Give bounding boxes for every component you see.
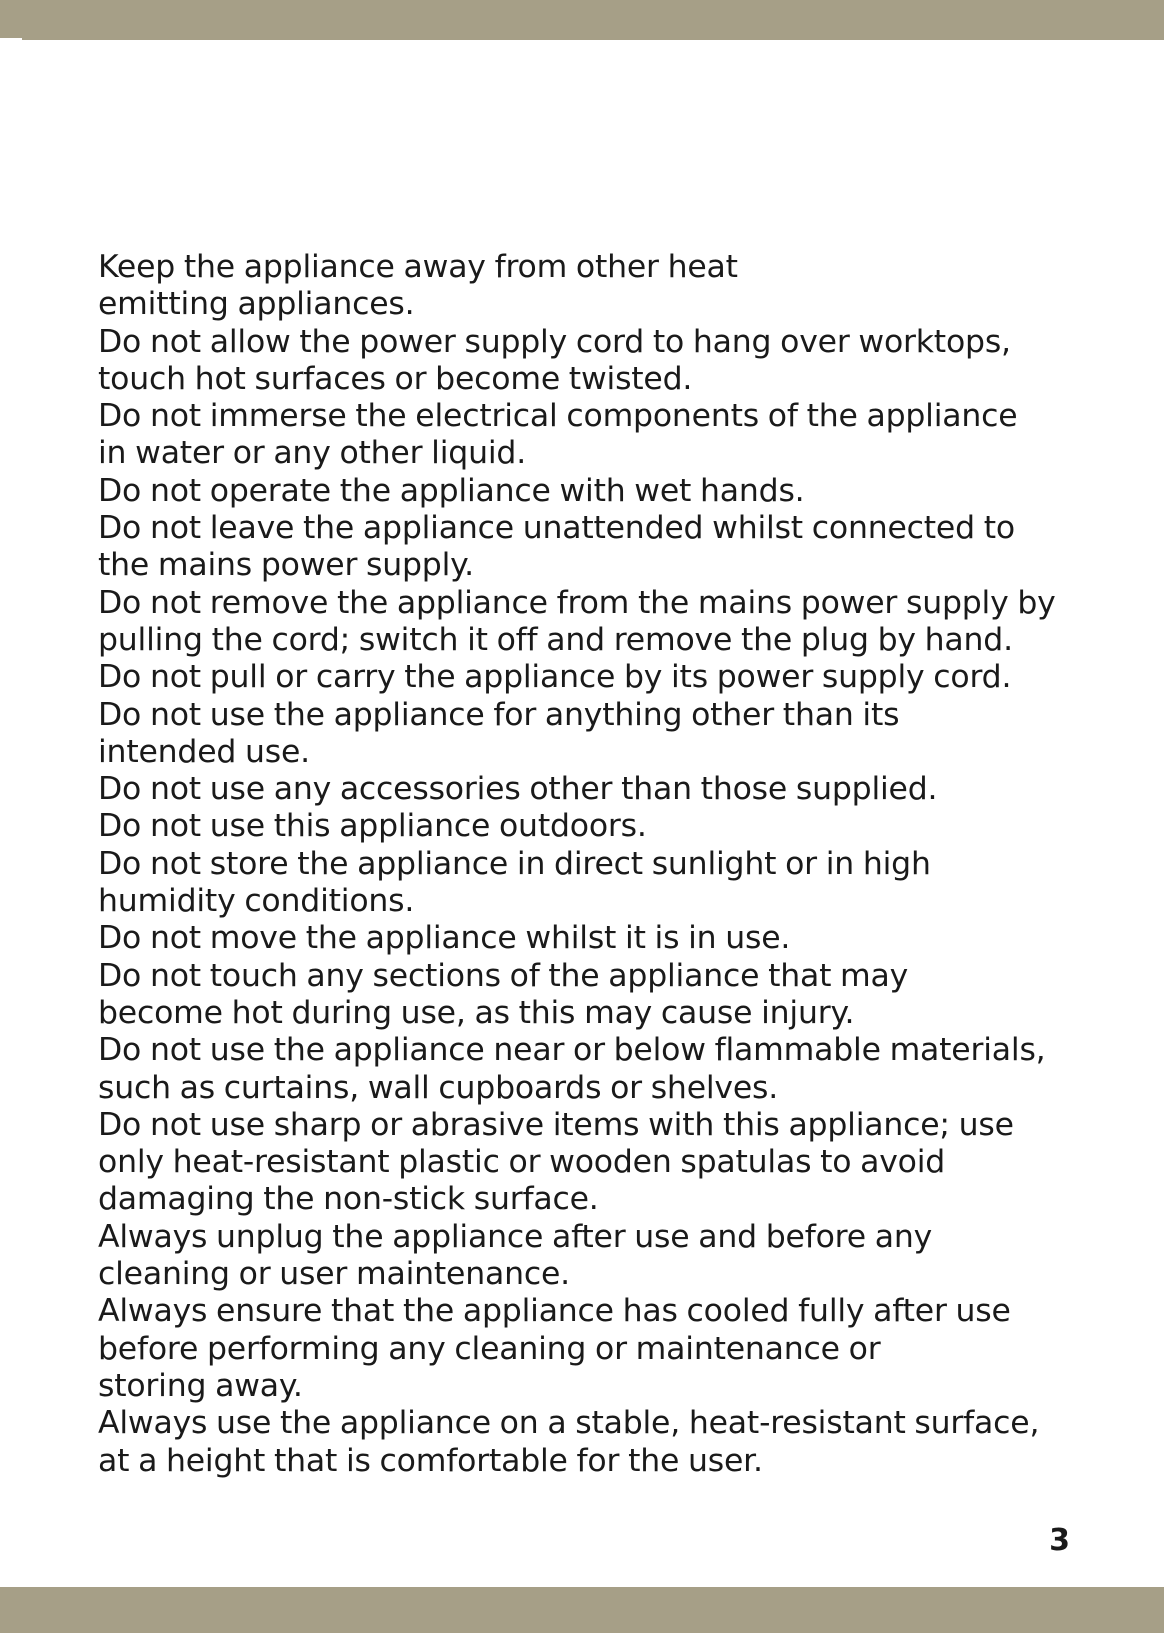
text-line: Do not use the appliance near or below flammable materials,: [98, 1032, 1046, 1069]
text-line: damaging the non-stick surface.: [98, 1181, 599, 1218]
text-line: Always use the appliance on a stable, heat-resistant surface,: [98, 1405, 1040, 1442]
page-number: 3: [1049, 1523, 1070, 1558]
text-line: Do not remove the appliance from the mains power supply by: [98, 584, 1056, 621]
text-line: the mains power supply.: [98, 547, 474, 584]
text-line: Do not touch any sections of the appliance that may: [98, 957, 909, 994]
footer-band: [0, 1587, 1164, 1633]
text-line: Always unplug the appliance after use and before any: [98, 1218, 933, 1255]
text-line: Keep the appliance away from other heat: [98, 249, 738, 285]
text-line: pulling the cord; switch it off and remove the plug by hand.: [98, 621, 1013, 658]
text-line: such as curtains, wall cupboards or shelves.: [98, 1069, 779, 1106]
text-line: Do not use any accessories other than those supplied.: [98, 771, 938, 808]
text-line: cleaning or user maintenance.: [98, 1256, 570, 1293]
text-line: emitting appliances.: [98, 286, 415, 323]
text-line: Do not operate the appliance with wet hands.: [98, 472, 805, 509]
text-line: touch hot surfaces or become twisted.: [98, 360, 693, 397]
text-line: Do not leave the appliance unattended whilst connected to: [98, 510, 1015, 547]
text-line: in water or any other liquid.: [98, 435, 527, 472]
safety-instructions: [98, 249, 1098, 1480]
header-band-left: [0, 0, 22, 38]
text-line: intended use.: [98, 733, 310, 770]
text-line: Do not immerse the electrical components of the appliance: [98, 398, 1018, 435]
text-line: Do not pull or carry the appliance by its power supply cord.: [98, 659, 1012, 696]
text-line: Do not use sharp or abrasive items with this appliance; use: [98, 1106, 1014, 1143]
text-line: become hot during use, as this may cause injury.: [98, 994, 855, 1031]
header-band: [22, 0, 1164, 40]
text-line: at a height that is comfortable for the user.: [98, 1442, 763, 1479]
text-line: storing away.: [98, 1367, 303, 1404]
text-line: before performing any cleaning or maintenance or: [98, 1330, 881, 1367]
text-line: Do not move the appliance whilst it is in use.: [98, 920, 791, 957]
text-line: humidity conditions.: [98, 883, 415, 920]
text-line: Do not allow the power supply cord to hang over worktops,: [98, 323, 1011, 360]
text-line: Do not store the appliance in direct sunlight or in high: [98, 845, 931, 882]
text-line: Always ensure that the appliance has cooled fully after use: [98, 1293, 1011, 1330]
text-line: Do not use this appliance outdoors.: [98, 808, 647, 845]
text-line: only heat-resistant plastic or wooden spatulas to avoid: [98, 1144, 946, 1181]
text-line: Do not use the appliance for anything other than its: [98, 696, 900, 733]
